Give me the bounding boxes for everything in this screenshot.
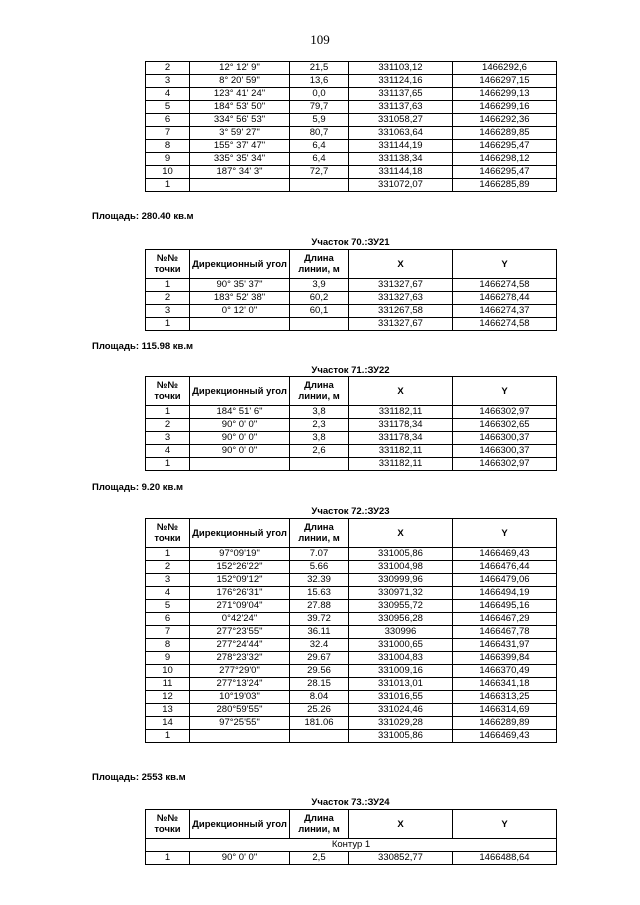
- table-row: [146, 574, 557, 587]
- cell-x: 331058,27: [349, 114, 453, 127]
- cell-y: 1466274,58: [453, 279, 557, 292]
- cell-y: 1466299,16: [453, 101, 557, 114]
- cell-x: 331000,65: [349, 639, 453, 652]
- cell-y: 1466274,58: [453, 318, 557, 331]
- table-row: [146, 292, 557, 305]
- header-point-number: №№ точки: [146, 377, 190, 406]
- cell-x: 330996: [349, 626, 453, 639]
- cell-line-length: 80,7: [290, 127, 349, 140]
- table-row: [146, 432, 557, 445]
- cell-y: 1466469,43: [453, 548, 557, 561]
- coordinates-table: [145, 249, 557, 331]
- cell-direction-angle: 277°13'24": [190, 678, 290, 691]
- cell-point-number: 4: [146, 88, 190, 101]
- cell-point-number: 11: [146, 678, 190, 691]
- cell-direction-angle: [190, 458, 290, 471]
- cell-line-length: 6,4: [290, 140, 349, 153]
- table-row: [146, 587, 557, 600]
- cell-direction-angle: 184° 53' 50": [190, 101, 290, 114]
- table-row: [146, 101, 557, 114]
- table-row: [146, 730, 557, 743]
- area-label: Площадь: 9.20 кв.м: [92, 482, 184, 493]
- section-title: Участок 73.:ЗУ24: [311, 797, 390, 808]
- cell-direction-angle: 187° 34' 3": [190, 166, 290, 179]
- cell-direction-angle: 8° 20' 59": [190, 75, 290, 88]
- cell-direction-angle: [190, 730, 290, 743]
- cell-x: 331004,83: [349, 652, 453, 665]
- cell-direction-angle: 277°23'55": [190, 626, 290, 639]
- cell-direction-angle: 90° 0' 0": [190, 419, 290, 432]
- cell-point-number: 2: [146, 419, 190, 432]
- cell-line-length: 32.39: [290, 574, 349, 587]
- cell-y: 1466314,69: [453, 704, 557, 717]
- cell-point-number: 4: [146, 445, 190, 458]
- section-title: Участок 72.:ЗУ23: [311, 506, 390, 517]
- cell-direction-angle: 184° 51' 6": [190, 406, 290, 419]
- cell-line-length: 60,2: [290, 292, 349, 305]
- cell-direction-angle: 335° 35' 34": [190, 153, 290, 166]
- cell-point-number: 5: [146, 600, 190, 613]
- cell-x: 331182,11: [349, 458, 453, 471]
- cell-x: 331178,34: [349, 419, 453, 432]
- cell-y: 1466278,44: [453, 292, 557, 305]
- cell-line-length: 3,9: [290, 279, 349, 292]
- cell-point-number: 3: [146, 305, 190, 318]
- cell-direction-angle: 176°26'31": [190, 587, 290, 600]
- cell-y: 1466289,89: [453, 717, 557, 730]
- cell-x: 331009,16: [349, 665, 453, 678]
- table-row: [146, 613, 557, 626]
- cell-direction-angle: 152°09'12": [190, 574, 290, 587]
- cell-y: 1466292,36: [453, 114, 557, 127]
- cell-point-number: 2: [146, 292, 190, 305]
- cell-x: 331004,98: [349, 561, 453, 574]
- table-row: [146, 691, 557, 704]
- table-row: [146, 127, 557, 140]
- table-row: [146, 704, 557, 717]
- cell-x: 331005,86: [349, 548, 453, 561]
- cell-line-length: 29.56: [290, 665, 349, 678]
- cell-y: 1466297,15: [453, 75, 557, 88]
- cell-x: 330971,32: [349, 587, 453, 600]
- cell-point-number: 1: [146, 548, 190, 561]
- cell-x: 330955,72: [349, 600, 453, 613]
- cell-direction-angle: 155° 37' 47": [190, 140, 290, 153]
- cell-line-length: 3,8: [290, 432, 349, 445]
- cell-line-length: 21,5: [290, 62, 349, 75]
- cell-line-length: 15.63: [290, 587, 349, 600]
- cell-y: 1466274,37: [453, 305, 557, 318]
- table-row: [146, 62, 557, 75]
- section-title: Участок 71.:ЗУ22: [311, 365, 390, 376]
- header-point-number: №№ точки: [146, 810, 190, 839]
- cell-direction-angle: 152°26'22": [190, 561, 290, 574]
- cell-point-number: 1: [146, 179, 190, 192]
- area-label: Площадь: 2553 кв.м: [92, 772, 186, 783]
- cell-y: 1466285,89: [453, 179, 557, 192]
- cell-x: 331327,63: [349, 292, 453, 305]
- cell-y: 1466370,49: [453, 665, 557, 678]
- table-row: [146, 140, 557, 153]
- cell-y: 1466302,97: [453, 458, 557, 471]
- cell-point-number: 6: [146, 613, 190, 626]
- cell-y: 1466313,25: [453, 691, 557, 704]
- cell-direction-angle: 277°29'0": [190, 665, 290, 678]
- cell-point-number: 7: [146, 626, 190, 639]
- cell-point-number: 1: [146, 730, 190, 743]
- cell-direction-angle: 277°24'44": [190, 639, 290, 652]
- cell-y: 1466469,43: [453, 730, 557, 743]
- cell-line-length: [290, 179, 349, 192]
- area-label: Площадь: 115.98 кв.м: [92, 341, 194, 352]
- cell-point-number: 5: [146, 101, 190, 114]
- cell-line-length: 79,7: [290, 101, 349, 114]
- cell-line-length: 2,3: [290, 419, 349, 432]
- cell-line-length: 2,5: [290, 852, 349, 865]
- cell-line-length: 2,6: [290, 445, 349, 458]
- header-direction-angle: Дирекционный угол: [190, 519, 290, 548]
- cell-direction-angle: 271°09'04": [190, 600, 290, 613]
- cell-y: 1466495,16: [453, 600, 557, 613]
- cell-line-length: 8.04: [290, 691, 349, 704]
- cell-line-length: [290, 730, 349, 743]
- area-label: Площадь: 280.40 кв.м: [92, 211, 194, 222]
- header-y: Y: [453, 810, 557, 839]
- cell-y: 1466300,37: [453, 445, 557, 458]
- cell-point-number: 12: [146, 691, 190, 704]
- cell-direction-angle: 123° 41' 24": [190, 88, 290, 101]
- cell-point-number: 1: [146, 458, 190, 471]
- table-row: [146, 153, 557, 166]
- cell-y: 1466302,65: [453, 419, 557, 432]
- table-row: [146, 406, 557, 419]
- cell-direction-angle: 3° 59' 27": [190, 127, 290, 140]
- cell-point-number: 2: [146, 62, 190, 75]
- header-point-number: №№ точки: [146, 250, 190, 279]
- cell-y: 1466295,47: [453, 166, 557, 179]
- table-row: [146, 419, 557, 432]
- table-row: [146, 548, 557, 561]
- cell-x: 331016,55: [349, 691, 453, 704]
- cell-y: 1466289,85: [453, 127, 557, 140]
- cell-x: 330852,77: [349, 852, 453, 865]
- cell-direction-angle: 90° 0' 0": [190, 432, 290, 445]
- cell-line-length: 5.66: [290, 561, 349, 574]
- table-row: [146, 166, 557, 179]
- contour-label: Контур 1: [146, 839, 557, 852]
- cell-point-number: 10: [146, 665, 190, 678]
- cell-y: 1466488,64: [453, 852, 557, 865]
- coordinates-table: [145, 809, 557, 865]
- cell-x: 331267,58: [349, 305, 453, 318]
- header-line-length: Длина линии, м: [290, 810, 349, 839]
- cell-direction-angle: [190, 318, 290, 331]
- table-row: [146, 279, 557, 292]
- header-direction-angle: Дирекционный угол: [190, 250, 290, 279]
- header-line-length: Длина линии, м: [290, 250, 349, 279]
- cell-point-number: 7: [146, 127, 190, 140]
- cell-point-number: 1: [146, 852, 190, 865]
- cell-point-number: 1: [146, 406, 190, 419]
- header-y: Y: [453, 377, 557, 406]
- cell-point-number: 3: [146, 432, 190, 445]
- table-row: [146, 665, 557, 678]
- cell-y: 1466431,97: [453, 639, 557, 652]
- cell-direction-angle: 97°09'19": [190, 548, 290, 561]
- cell-x: 331137,65: [349, 88, 453, 101]
- section-title: Участок 70.:ЗУ21: [311, 237, 390, 248]
- cell-x: 331024,46: [349, 704, 453, 717]
- cell-x: 331013,01: [349, 678, 453, 691]
- coordinates-table-continued: [145, 61, 557, 192]
- cell-x: 331029,28: [349, 717, 453, 730]
- cell-direction-angle: 90° 0' 0": [190, 852, 290, 865]
- cell-direction-angle: 90° 35' 37": [190, 279, 290, 292]
- cell-line-length: 36.11: [290, 626, 349, 639]
- table-row: [146, 88, 557, 101]
- table-row: [146, 717, 557, 730]
- cell-line-length: [290, 318, 349, 331]
- cell-direction-angle: 0° 12' 0": [190, 305, 290, 318]
- cell-y: 1466479,06: [453, 574, 557, 587]
- cell-x: 331124,16: [349, 75, 453, 88]
- cell-line-length: 3,8: [290, 406, 349, 419]
- cell-point-number: 4: [146, 587, 190, 600]
- table-row: [146, 652, 557, 665]
- cell-point-number: 9: [146, 652, 190, 665]
- cell-line-length: 32.4: [290, 639, 349, 652]
- cell-point-number: 13: [146, 704, 190, 717]
- cell-y: 1466467,29: [453, 613, 557, 626]
- table-row: [146, 75, 557, 88]
- header-x: X: [349, 250, 453, 279]
- cell-x: 331072,07: [349, 179, 453, 192]
- cell-y: 1466476,44: [453, 561, 557, 574]
- table-row: [146, 852, 557, 865]
- cell-point-number: 3: [146, 574, 190, 587]
- cell-y: 1466467,78: [453, 626, 557, 639]
- cell-x: 330999,96: [349, 574, 453, 587]
- cell-line-length: 7.07: [290, 548, 349, 561]
- cell-line-length: 60,1: [290, 305, 349, 318]
- table-row: [146, 639, 557, 652]
- cell-x: 331144,19: [349, 140, 453, 153]
- cell-line-length: 13,6: [290, 75, 349, 88]
- cell-x: 331144,18: [349, 166, 453, 179]
- header-line-length: Длина линии, м: [290, 377, 349, 406]
- cell-point-number: 1: [146, 318, 190, 331]
- cell-x: 331182,11: [349, 406, 453, 419]
- cell-x: 331005,86: [349, 730, 453, 743]
- table-row: [146, 114, 557, 127]
- cell-line-length: 39.72: [290, 613, 349, 626]
- cell-y: 1466399,84: [453, 652, 557, 665]
- header-x: X: [349, 377, 453, 406]
- header-x: X: [349, 810, 453, 839]
- table-row: [146, 678, 557, 691]
- cell-direction-angle: 90° 0' 0": [190, 445, 290, 458]
- cell-line-length: 0,0: [290, 88, 349, 101]
- cell-direction-angle: [190, 179, 290, 192]
- table-row: [146, 305, 557, 318]
- cell-direction-angle: 0°42'24": [190, 613, 290, 626]
- cell-y: 1466300,37: [453, 432, 557, 445]
- cell-x: 331063,64: [349, 127, 453, 140]
- cell-line-length: [290, 458, 349, 471]
- header-x: X: [349, 519, 453, 548]
- cell-x: 331137,63: [349, 101, 453, 114]
- cell-point-number: 3: [146, 75, 190, 88]
- cell-y: 1466298,12: [453, 153, 557, 166]
- cell-point-number: 9: [146, 153, 190, 166]
- header-y: Y: [453, 519, 557, 548]
- cell-line-length: 25.26: [290, 704, 349, 717]
- cell-y: 1466341,18: [453, 678, 557, 691]
- cell-point-number: 8: [146, 140, 190, 153]
- header-direction-angle: Дирекционный угол: [190, 810, 290, 839]
- cell-line-length: 72,7: [290, 166, 349, 179]
- cell-line-length: 27.88: [290, 600, 349, 613]
- cell-direction-angle: 97°25'55": [190, 717, 290, 730]
- cell-point-number: 1: [146, 279, 190, 292]
- header-y: Y: [453, 250, 557, 279]
- cell-line-length: 5,9: [290, 114, 349, 127]
- cell-direction-angle: 12° 12' 9": [190, 62, 290, 75]
- header-point-number: №№ точки: [146, 519, 190, 548]
- cell-line-length: 181.06: [290, 717, 349, 730]
- cell-line-length: 28.15: [290, 678, 349, 691]
- cell-line-length: 6,4: [290, 153, 349, 166]
- page-number: 109: [310, 32, 330, 47]
- cell-line-length: 29.67: [290, 652, 349, 665]
- header-line-length: Длина линии, м: [290, 519, 349, 548]
- header-direction-angle: Дирекционный угол: [190, 377, 290, 406]
- cell-y: 1466292,6: [453, 62, 557, 75]
- cell-direction-angle: 183° 52' 38": [190, 292, 290, 305]
- cell-x: 330956,28: [349, 613, 453, 626]
- cell-x: 331178,34: [349, 432, 453, 445]
- cell-direction-angle: 10°19'03": [190, 691, 290, 704]
- cell-x: 331327,67: [349, 318, 453, 331]
- cell-point-number: 10: [146, 166, 190, 179]
- cell-point-number: 6: [146, 114, 190, 127]
- cell-y: 1466299,13: [453, 88, 557, 101]
- table-row: [146, 458, 557, 471]
- cell-x: 331138,34: [349, 153, 453, 166]
- cell-x: 331182,11: [349, 445, 453, 458]
- cell-y: 1466295,47: [453, 140, 557, 153]
- cell-direction-angle: 334° 56' 53": [190, 114, 290, 127]
- cell-x: 331103,12: [349, 62, 453, 75]
- table-row: [146, 626, 557, 639]
- cell-x: 331327,67: [349, 279, 453, 292]
- table-row: [146, 445, 557, 458]
- coordinates-table: [145, 518, 557, 743]
- cell-point-number: 14: [146, 717, 190, 730]
- coordinates-table: [145, 376, 557, 471]
- table-row: [146, 318, 557, 331]
- cell-direction-angle: 280°59'55": [190, 704, 290, 717]
- cell-y: 1466494,19: [453, 587, 557, 600]
- table-row: [146, 179, 557, 192]
- cell-direction-angle: 278°23'32": [190, 652, 290, 665]
- cell-y: 1466302,97: [453, 406, 557, 419]
- cell-point-number: 2: [146, 561, 190, 574]
- table-row: [146, 561, 557, 574]
- table-row: [146, 600, 557, 613]
- cell-point-number: 8: [146, 639, 190, 652]
